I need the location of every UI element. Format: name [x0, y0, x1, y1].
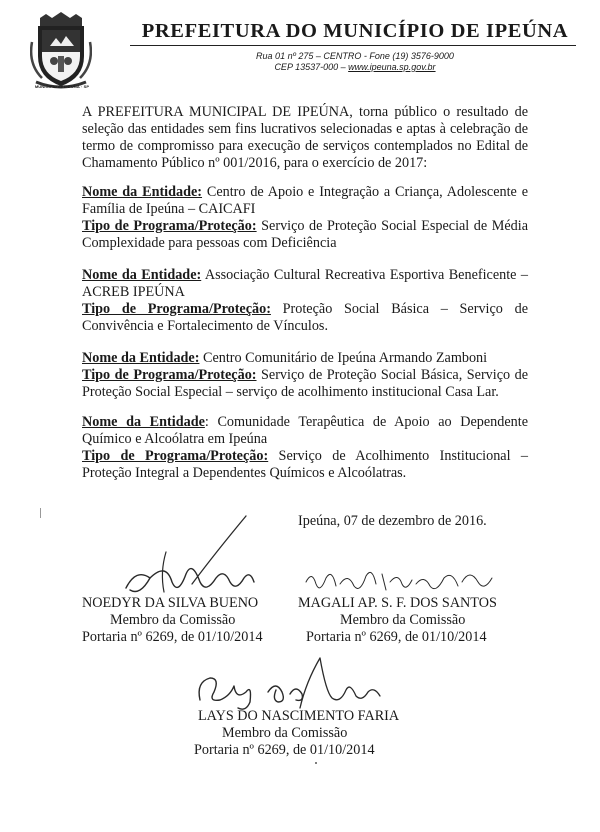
entity-program-line [82, 301, 528, 335]
entity-name-label: Nome da Entidade: [82, 267, 202, 283]
entity-program: Proteção Social Básica – Serviço de Convivência e Fortalecimento de Vínculos. [82, 301, 528, 334]
entity-program: Serviço de Acolhimento Institucional – Proteção Integral a Dependentes Químicos e Alcoólatras. [82, 448, 528, 481]
letterhead-cep-line [130, 62, 580, 72]
scan-mark [40, 508, 41, 518]
entity-name-label: Nome da Entidade: [82, 184, 203, 200]
signature-noedyr [106, 512, 266, 604]
entity-program-label: Tipo de Programa/Proteção: [82, 218, 257, 234]
entity-block [82, 184, 528, 252]
signatory-role: Membro da Comissão [110, 612, 236, 628]
letterhead-title: PREFEITURA DO MUNICÍPIO DE IPEÚNA [141, 20, 569, 42]
entity-program-line [82, 448, 528, 482]
entity-block [82, 267, 528, 335]
letterhead-divider [130, 45, 576, 46]
entity-name-line [82, 350, 528, 367]
entity-program-label: Tipo de Programa/Proteção: [82, 301, 271, 317]
entity-name: : Comunidade Terapêutica de Apoio ao Dependente Químico e Alcoólatra em Ipeúna [82, 414, 528, 447]
entity-name-line [82, 414, 528, 448]
signatory-portaria: Portaria nº 6269, de 01/10/2014 [194, 742, 375, 758]
entity-name: Centro de Apoio e Integração a Criança, Adolescente e Família de Ipeúna – CAICAFI [82, 184, 528, 217]
entity-name-line [82, 267, 528, 301]
signatory-role: Membro da Comissão [222, 725, 348, 741]
entity-program-line [82, 218, 528, 252]
municipal-crest-icon [30, 12, 92, 92]
website-link[interactable]: www.ipeuna.sp.gov.br [348, 62, 436, 72]
entity-name: Associação Cultural Recreativa Esportiva Beneficente – ACREB IPEÚNA [82, 267, 528, 300]
signatory-name: MAGALI AP. S. F. DOS SANTOS [298, 595, 497, 611]
signatory-name: LAYS DO NASCIMENTO FARIA [198, 708, 400, 724]
date-line: Ipeúna, 07 de dezembro de 2016. [298, 513, 487, 529]
entity-program-line [82, 367, 528, 401]
entity-program: Serviço de Proteção Social Básica, Serviço de Proteção Social Especial – serviço de acolhimento institucional Casa Lar. [82, 367, 528, 400]
entity-name-label: Nome da Entidade: [82, 350, 200, 366]
intro-paragraph: A PREFEITURA MUNICIPAL DE IPEÚNA, torna público o resultado de seleção das entidades sem fins lucrativos selecionadas e aptas à celebração de termo de compromisso para execução de serviços contemplados no Edital de Chamamento Público nº 001/2016, para o exercício de 2017: [82, 104, 528, 171]
letterhead-address: Rua 01 nº 275 – CENTRO - Fone (19) 3576-9000 [256, 51, 454, 61]
entity-name-label: Nome da Entidade [82, 414, 205, 430]
entity-program: Serviço de Proteção Social Especial de Média Complexidade para pessoas com Deficiência [82, 218, 528, 251]
entity-name-line [82, 184, 528, 218]
entity-program-label: Tipo de Programa/Proteção: [82, 367, 257, 383]
crest-caption: MUNICÍPIO de IPEÚNA · SP [34, 84, 90, 89]
entity-block [82, 350, 528, 401]
signatory-name: NOEDYR DA SILVA BUENO [82, 595, 259, 611]
scan-speck [315, 762, 317, 764]
signature-lays [186, 652, 386, 714]
signatory-portaria: Portaria nº 6269, de 01/10/2014 [82, 629, 263, 645]
signatory-portaria: Portaria nº 6269, de 01/10/2014 [306, 629, 487, 645]
entity-block [82, 414, 528, 482]
signature-magali [302, 560, 502, 600]
entity-name: Centro Comunitário de Ipeúna Armando Zamboni [199, 350, 488, 366]
signatory-role: Membro da Comissão [340, 612, 466, 628]
cep-text: CEP 13537-000 – [274, 62, 349, 72]
entity-program-label: Tipo de Programa/Proteção: [82, 448, 269, 464]
